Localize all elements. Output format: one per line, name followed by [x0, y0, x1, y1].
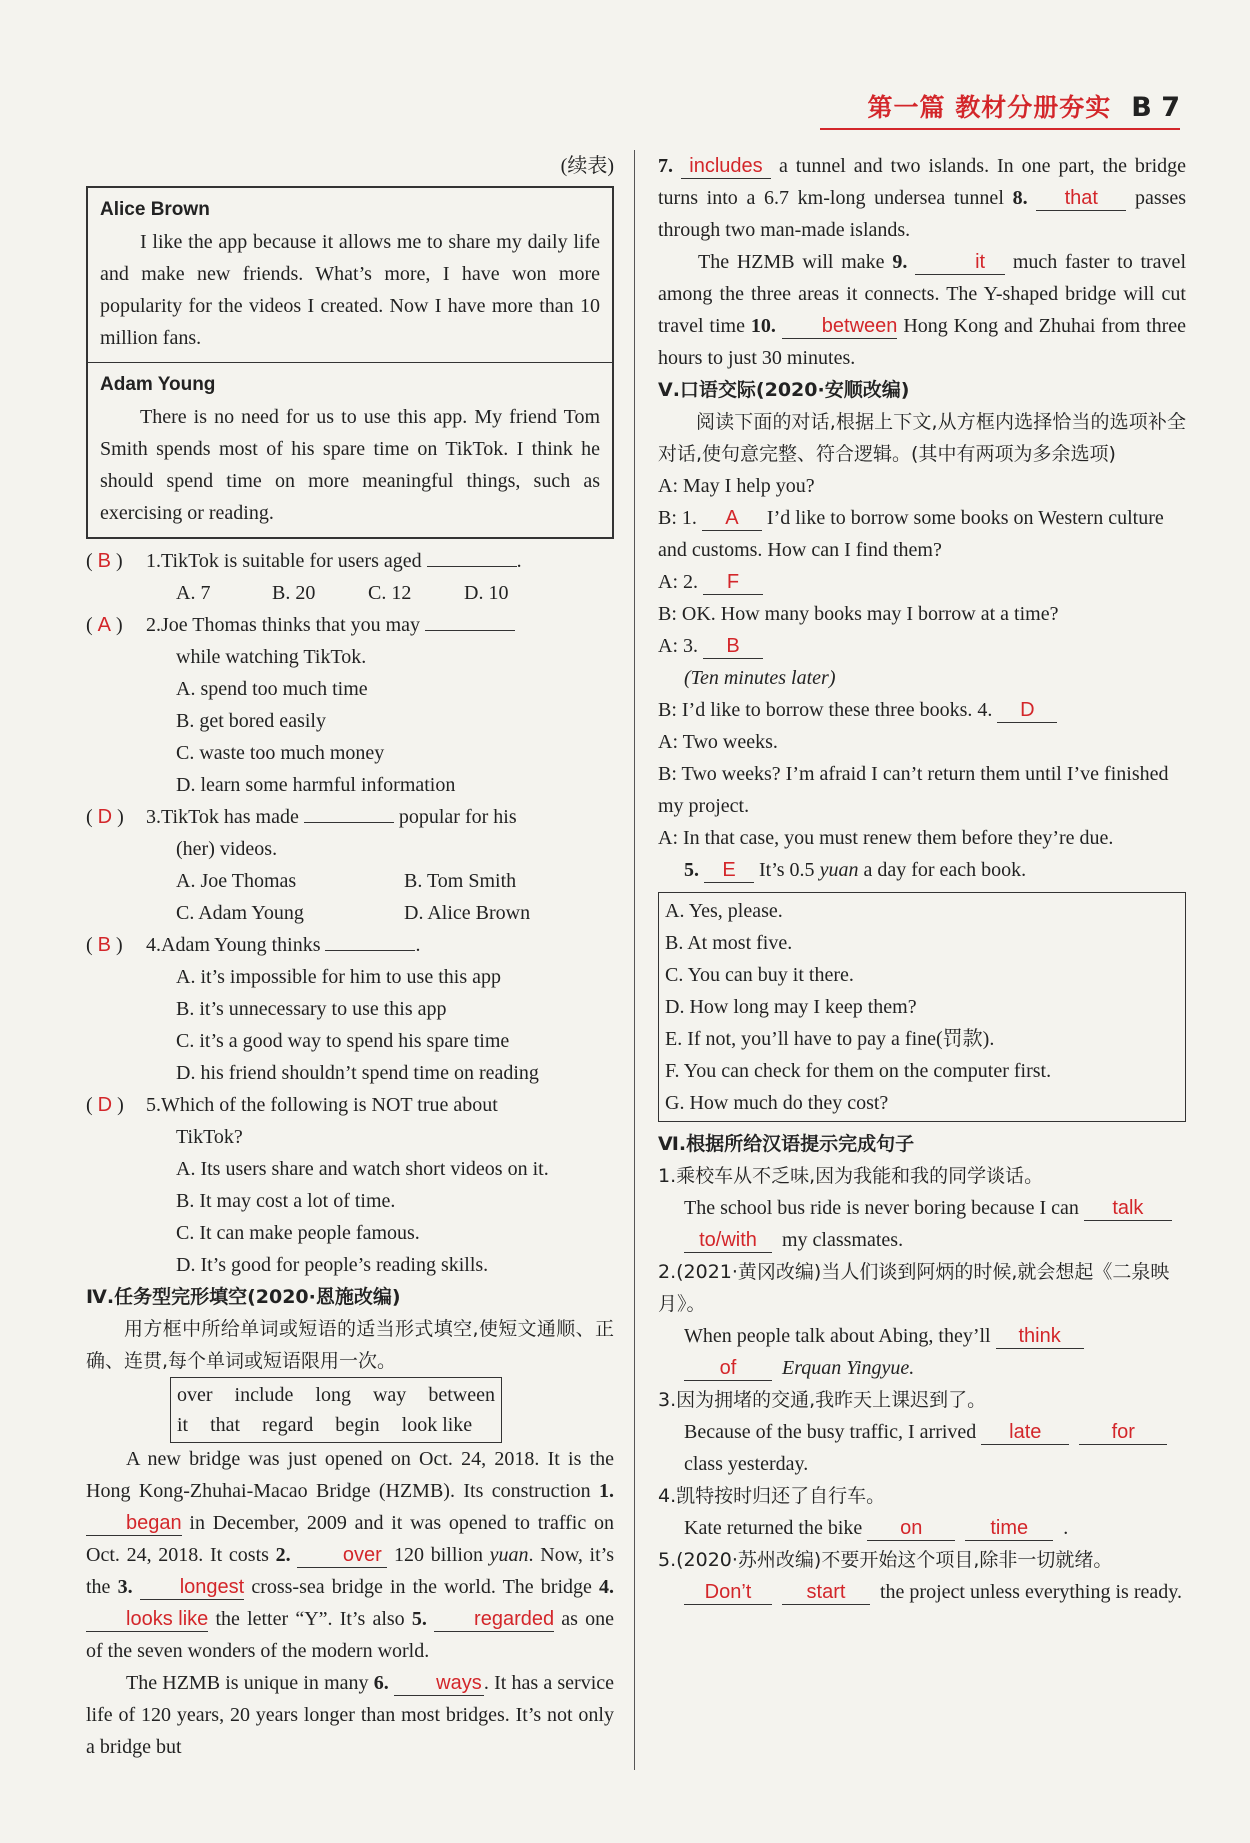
word-box [170, 1377, 502, 1443]
dialogue-stage-note: (Ten minutes later) [684, 667, 836, 689]
question-number: 2. [146, 614, 161, 636]
option[interactable]: A. Joe Thomas [176, 870, 297, 892]
question-stem: TikTok has made [161, 806, 299, 828]
question-4: ( B ) 4.Adam Young thinks . A. it’s impossible for him to use this app B. it’s unnecessary to use this app C. it’s a good way to spend his spare time D. his friend shouldn’t spend time on reading [86, 929, 614, 1089]
question-stem: Which of the following is NOT true about [161, 1094, 498, 1116]
dialogue-line [658, 502, 1186, 566]
text: B: I’d like to borrow these three books. 4. [658, 699, 993, 721]
word-option: over [177, 1384, 213, 1406]
option[interactable]: B. Tom Smith [404, 870, 517, 892]
option-row [86, 865, 614, 897]
blank-number: 7. [658, 155, 673, 177]
question-number: 4. [146, 934, 161, 956]
text: When people talk about Abing, they’ll [684, 1325, 991, 1347]
translation-blank[interactable]: for [1079, 1420, 1167, 1445]
dialogue-line: B: OK. How many books may I borrow at a time? [658, 603, 1059, 625]
option[interactable]: A. spend too much time [176, 678, 368, 700]
person-name: Adam Young [100, 374, 216, 395]
section-title: 第一篇 教材分册夯实 [867, 93, 1112, 122]
answer: D [97, 806, 113, 828]
opinion-table [86, 186, 614, 539]
word-option: way [372, 1384, 407, 1406]
option[interactable]: C. 12 [368, 582, 412, 604]
section-vi-title: Ⅵ.根据所给汉语提示完成句子 [658, 1133, 915, 1155]
page-header [820, 88, 1180, 124]
page-number: B 7 [1131, 92, 1180, 123]
word-option: that [210, 1414, 241, 1436]
dialogue-option: C. You can buy it there. [665, 964, 854, 986]
chinese-prompt: 2.(2021·黄冈改编)当人们谈到阿炳的时候,就会想起《二泉映月》。 [658, 1261, 1170, 1315]
answer: D [97, 1094, 113, 1116]
question-stem: Joe Thomas thinks that you may [161, 614, 421, 636]
cloze-blank[interactable]: began [86, 1511, 182, 1536]
question-tail: . [415, 934, 421, 956]
chinese-prompt: 4.凯特按时归还了自行车。 [658, 1485, 886, 1507]
text: It’s 0.5 [759, 859, 815, 881]
cloze-blank[interactable]: over [297, 1543, 387, 1568]
person-text: There is no need for us to use this app. My friend Tom Smith spends most of his spare time on TikTok. I think he should spend time on more meaningful things, such as exercising or reading. [100, 406, 600, 524]
text: yuan [819, 859, 859, 881]
dialogue-line [658, 566, 1186, 598]
cloze-blank[interactable]: ways [394, 1671, 484, 1696]
cloze-blank[interactable]: it [915, 250, 1005, 275]
translation-item-2 [658, 1256, 1186, 1384]
dialogue-line [658, 630, 1186, 662]
text: The HZMB will make [698, 251, 885, 273]
opinion-adam [88, 362, 612, 537]
dialogue-blank[interactable]: B [703, 634, 763, 659]
cloze-blank[interactable]: between [782, 314, 898, 339]
translation-blank[interactable]: time [965, 1516, 1053, 1541]
continued-label: (续表) [560, 155, 614, 177]
text: 120 billion [394, 1544, 483, 1566]
text: a tunnel and two islands. In one part, the bridge turns into a 6.7 km-long undersea tunnel [658, 155, 1187, 209]
question-continuation: while watching TikTok. [176, 646, 367, 668]
translation-blank[interactable]: late [981, 1420, 1069, 1445]
blank-number: 9. [892, 251, 908, 273]
text: passes through two man-made islands. [658, 187, 1187, 241]
translation-item-3 [658, 1384, 1186, 1480]
word-option: long [315, 1384, 351, 1406]
text: . Now, it’s the [86, 1544, 614, 1598]
text: I’d like to borrow some books on Western culture and customs. How can I find them? [658, 507, 1164, 561]
cloze-paragraph-1 [86, 1443, 614, 1667]
answer-blank[interactable] [427, 566, 517, 567]
column-divider [634, 150, 635, 1770]
cloze-blank[interactable]: includes [681, 154, 771, 179]
option-row [86, 897, 614, 929]
text: . It has a service life of 120 years, 20 years longer than most bridges. It’s not only a bridge but [86, 1672, 615, 1758]
translation-blank[interactable]: of [684, 1356, 772, 1381]
option[interactable]: B. get bored easily [176, 710, 326, 732]
blank-number: 8. [1012, 187, 1028, 209]
question-3: ( D ) 3.TikTok has made popular for his (her) videos. A. Joe Thomas B. Tom Smith C. Adam Young D. Alice Brown [86, 801, 614, 929]
person-text: I like the app because it allows me to share my daily life and make new friends. What’s more, I have won more popularity for the videos I created. Now I have more than 10 million fans. [100, 231, 600, 349]
cloze-blank[interactable]: that [1036, 186, 1126, 211]
cloze-blank[interactable]: longest [140, 1575, 245, 1600]
cloze-paragraph-2-start [86, 1667, 614, 1763]
option[interactable]: D. Alice Brown [404, 902, 531, 924]
blank-number: 6. [373, 1672, 389, 1694]
blank-number: 2. [275, 1544, 291, 1566]
text: the project unless everything is ready. [880, 1581, 1182, 1603]
text: B: 1. [658, 507, 697, 529]
text: A: 3. [658, 635, 698, 657]
dialogue-blank[interactable]: D [997, 698, 1057, 723]
dialogue-option: E. If not, you’ll have to pay a fine(罚款). [665, 1028, 995, 1050]
left-column [86, 150, 614, 1763]
translation-item-4 [658, 1480, 1186, 1544]
word-option: include [234, 1384, 294, 1406]
option[interactable]: D. learn some harmful information [176, 774, 456, 796]
answer: B [97, 934, 112, 956]
text: The HZMB is unique in many [126, 1672, 369, 1694]
dialogue-blank[interactable]: F [703, 570, 763, 595]
question-1: ( B ) 1.TikTok is suitable for users aged . A. 7 B. 20 C. 12 D. 10 [86, 545, 614, 609]
chinese-prompt: 3.因为拥堵的交通,我昨天上课迟到了。 [658, 1389, 987, 1411]
option[interactable]: C. It can make people famous. [176, 1222, 420, 1244]
option[interactable]: A. Its users share and watch short videos on it. [176, 1158, 549, 1180]
option[interactable]: C. Adam Young [176, 902, 304, 924]
text: Because of the busy traffic, I arrived [684, 1421, 977, 1443]
answer: A [97, 614, 112, 636]
right-column [658, 150, 1186, 1608]
dialogue-line: A: May I help you? [658, 475, 815, 497]
dialogue-option: G. How much do they cost? [665, 1092, 889, 1114]
question-number: 1. [146, 550, 161, 572]
option[interactable]: D. 10 [464, 582, 509, 604]
person-name: Alice Brown [100, 199, 210, 220]
text: Erquan Yingyue. [782, 1357, 915, 1379]
blank-number: 1. [599, 1480, 614, 1502]
text: the letter “Y”. It’s also [215, 1608, 405, 1630]
question-number: 5. [146, 1094, 161, 1116]
cloze-blank[interactable]: looks like [86, 1607, 208, 1632]
text: cross-sea bridge in the world. The bridge [251, 1576, 592, 1598]
option[interactable]: D. It’s good for people’s reading skills. [176, 1254, 489, 1276]
text: class yesterday. [684, 1453, 809, 1475]
dialogue-blank[interactable]: A [702, 506, 762, 531]
answer-blank[interactable] [325, 950, 415, 951]
option[interactable]: A. 7 [176, 582, 211, 604]
answer-blank[interactable] [425, 630, 515, 631]
option[interactable]: B. It may cost a lot of time. [176, 1190, 396, 1212]
dialogue-line: A: Two weeks. [658, 731, 778, 753]
option-row [86, 577, 614, 609]
option[interactable]: B. 20 [272, 582, 316, 604]
question-stem-mid: popular for his [398, 806, 517, 828]
option[interactable]: B. it’s unnecessary to use this app [176, 998, 447, 1020]
word-option: look like [401, 1414, 473, 1436]
opinion-alice [88, 188, 612, 362]
dialogue-option: A. Yes, please. [665, 900, 783, 922]
question-stem: TikTok is suitable for users aged [161, 550, 422, 572]
word-option: begin [335, 1414, 380, 1436]
dialogue-options-box [658, 892, 1186, 1122]
section-v-instruction: 阅读下面的对话,根据上下文,从方框内选择恰当的选项补全对话,使句意完整、符合逻辑。(其中有两项为多余选项) [658, 411, 1186, 465]
answer-blank[interactable] [304, 822, 394, 823]
question-2: ( A ) 2.Joe Thomas thinks that you may while watching TikTok. A. spend too much time B. get bored easily C. waste too much money D. learn some harmful information [86, 609, 614, 801]
text: a day for each book. [863, 859, 1027, 881]
blank-number: 10. [750, 315, 776, 337]
dialogue-blank[interactable]: E [704, 858, 754, 883]
question-tail: . [516, 550, 522, 572]
blank-number: 5. [411, 1608, 427, 1630]
word-option: regard [262, 1414, 314, 1436]
text: as one of the seven wonders of the modern world. [86, 1608, 615, 1662]
word-option: between [428, 1384, 495, 1406]
question-stem: Adam Young thinks [161, 934, 321, 956]
cloze-paragraph-3 [658, 246, 1186, 374]
option[interactable]: C. it’s a good way to spend his spare time [176, 1030, 510, 1052]
question-continuation: (her) videos. [176, 838, 278, 860]
blank-number: 3. [117, 1576, 133, 1598]
translation-blank[interactable]: start [782, 1580, 870, 1605]
chinese-prompt: 1.乘校车从不乏味,因为我能和我的同学谈话。 [658, 1165, 1044, 1187]
dialogue-line: A: In that case, you must renew them before they’re due. [658, 827, 1114, 849]
translation-blank[interactable]: talk [1084, 1196, 1172, 1221]
text: The school bus ride is never boring because I can [684, 1197, 1079, 1219]
dialogue-option: B. At most five. [665, 932, 793, 954]
dialogue-line [658, 854, 1186, 886]
dialogue-option: F. You can check for them on the computer first. [665, 1060, 1052, 1082]
header-rule [820, 128, 1180, 130]
dialogue-line [658, 694, 1186, 726]
dialogue-option: D. How long may I keep them? [665, 996, 917, 1018]
text: 5. [684, 859, 699, 881]
option[interactable]: D. his friend shouldn’t spend time on reading [176, 1062, 539, 1084]
text: . [1063, 1517, 1069, 1539]
question-5: ( D ) 5.Which of the following is NOT true about TikTok? A. Its users share and watch short videos on it. B. It may cost a lot of time. C. It can make people famous. D. It’s good for people’s reading skills. [86, 1089, 614, 1281]
text: Hong Kong and Zhuhai from three hours to just 30 minutes. [658, 315, 1187, 369]
answer: B [97, 550, 112, 572]
translation-item-5 [658, 1544, 1186, 1608]
text: much faster to travel among the three areas it connects. The Y-shaped bridge will cut travel time [658, 251, 1186, 337]
section-v-title: Ⅴ.口语交际(2020·安顺改编) [658, 379, 910, 401]
translation-blank[interactable]: to/with [684, 1228, 772, 1253]
text: A new bridge was just opened on Oct. 24, 2018. It is the Hong Kong-Zhuhai-Macao Bridge (HZMB). Its construction [86, 1448, 614, 1502]
text: yuan [489, 1544, 529, 1566]
text: in December, 2009 and it was opened to traffic on Oct. 24, 2018. It costs [86, 1512, 614, 1566]
question-continuation: TikTok? [176, 1126, 243, 1148]
translation-item-1 [658, 1160, 1186, 1256]
cloze-paragraph-2-end [658, 150, 1186, 246]
dialogue-line: B: Two weeks? I’m afraid I can’t return them until I’ve finished my project. [658, 763, 1169, 817]
section-iv-title: Ⅳ.任务型完形填空(2020·恩施改编) [86, 1286, 401, 1308]
text: Kate returned the bike [684, 1517, 863, 1539]
text: my classmates. [782, 1229, 904, 1251]
word-option: it [177, 1414, 189, 1436]
question-number: 3. [146, 806, 161, 828]
chinese-prompt: 5.(2020·苏州改编)不要开始这个项目,除非一切就绪。 [658, 1549, 1113, 1571]
option[interactable]: C. waste too much money [176, 742, 385, 764]
blank-number: 4. [599, 1576, 615, 1598]
translation-blank[interactable]: think [996, 1324, 1084, 1349]
option[interactable]: A. it’s impossible for him to use this app [176, 966, 501, 988]
section-iv-instruction: 用方框中所给单词或短语的适当形式填空,使短文通顺、正确、连贯,每个单词或短语限用一次。 [86, 1318, 614, 1372]
text: A: 2. [658, 571, 698, 593]
cloze-blank[interactable]: regarded [434, 1607, 554, 1632]
translation-blank[interactable]: Don’t [684, 1580, 772, 1605]
translation-blank[interactable]: on [867, 1516, 955, 1541]
